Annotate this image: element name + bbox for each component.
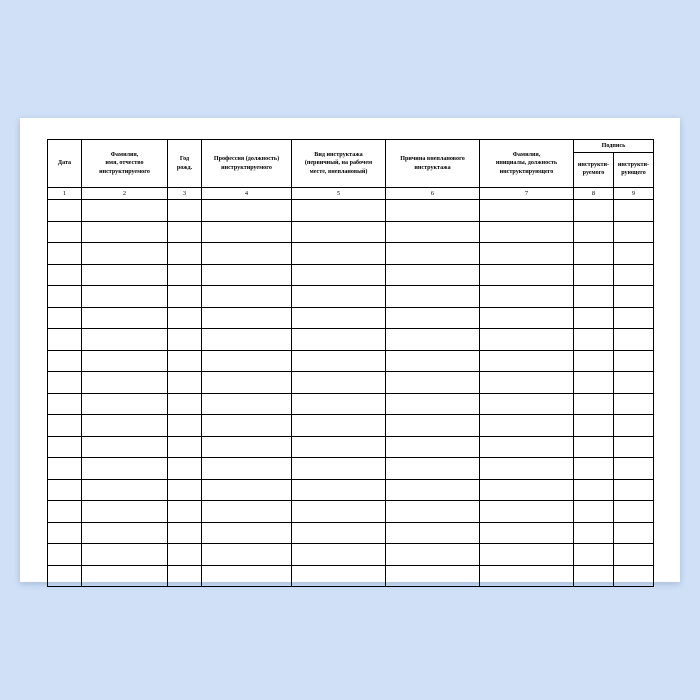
table-cell[interactable] bbox=[168, 565, 202, 587]
table-cell[interactable] bbox=[614, 458, 654, 480]
table-cell[interactable] bbox=[202, 565, 292, 587]
table-cell[interactable] bbox=[82, 350, 168, 372]
table-cell[interactable] bbox=[614, 264, 654, 286]
table-cell[interactable] bbox=[574, 286, 614, 308]
table-cell[interactable] bbox=[292, 243, 386, 265]
table-cell[interactable] bbox=[202, 544, 292, 566]
table-cell[interactable] bbox=[480, 221, 574, 243]
table-cell[interactable] bbox=[82, 200, 168, 222]
table-cell[interactable] bbox=[480, 307, 574, 329]
table-cell[interactable] bbox=[82, 479, 168, 501]
table-cell[interactable] bbox=[82, 415, 168, 437]
table-row[interactable] bbox=[48, 544, 654, 566]
table-cell[interactable] bbox=[168, 264, 202, 286]
table-cell[interactable] bbox=[168, 415, 202, 437]
table-cell[interactable] bbox=[574, 436, 614, 458]
table-row[interactable] bbox=[48, 329, 654, 351]
column-number-cell: 3 bbox=[168, 188, 202, 200]
table-row[interactable] bbox=[48, 221, 654, 243]
table-cell[interactable] bbox=[82, 286, 168, 308]
table-cell[interactable] bbox=[48, 286, 82, 308]
column-number-cell: 1 bbox=[48, 188, 82, 200]
table-row[interactable] bbox=[48, 565, 654, 587]
table-cell[interactable] bbox=[48, 200, 82, 222]
column-number-cell: 2 bbox=[82, 188, 168, 200]
table-cell[interactable] bbox=[386, 329, 480, 351]
table-header-row bbox=[48, 140, 654, 153]
table-cell[interactable] bbox=[614, 522, 654, 544]
table-cell[interactable] bbox=[614, 243, 654, 265]
table-cell[interactable] bbox=[480, 479, 574, 501]
table-cell[interactable] bbox=[202, 479, 292, 501]
table-cell[interactable] bbox=[614, 329, 654, 351]
table-cell[interactable] bbox=[386, 372, 480, 394]
table-cell[interactable] bbox=[386, 243, 480, 265]
table-cell[interactable] bbox=[386, 264, 480, 286]
table-cell[interactable] bbox=[82, 329, 168, 351]
table-cell[interactable] bbox=[292, 307, 386, 329]
table-cell[interactable] bbox=[386, 565, 480, 587]
table-cell[interactable] bbox=[168, 372, 202, 394]
table-cell[interactable] bbox=[168, 286, 202, 308]
table-row[interactable] bbox=[48, 307, 654, 329]
table-cell[interactable] bbox=[202, 329, 292, 351]
table-cell[interactable] bbox=[574, 329, 614, 351]
table-cell[interactable] bbox=[292, 501, 386, 523]
table-cell[interactable] bbox=[202, 200, 292, 222]
table-cell[interactable] bbox=[292, 479, 386, 501]
table-cell[interactable] bbox=[574, 522, 614, 544]
table-row[interactable] bbox=[48, 501, 654, 523]
briefing-journal-table bbox=[47, 139, 654, 587]
table-cell[interactable] bbox=[480, 264, 574, 286]
table-cell[interactable] bbox=[574, 501, 614, 523]
table-cell[interactable] bbox=[82, 522, 168, 544]
column-number-row bbox=[48, 188, 654, 200]
table-cell[interactable] bbox=[480, 565, 574, 587]
table-cell[interactable] bbox=[614, 415, 654, 437]
table-cell[interactable] bbox=[48, 372, 82, 394]
table-cell[interactable] bbox=[574, 479, 614, 501]
header-date: Дата bbox=[48, 140, 82, 188]
table-row[interactable] bbox=[48, 436, 654, 458]
table-cell[interactable] bbox=[386, 522, 480, 544]
column-number-cell: 7 bbox=[480, 188, 574, 200]
table-cell[interactable] bbox=[292, 544, 386, 566]
table-row[interactable] bbox=[48, 458, 654, 480]
column-number-cell: 5 bbox=[292, 188, 386, 200]
table-cell[interactable] bbox=[574, 264, 614, 286]
table-cell[interactable] bbox=[614, 221, 654, 243]
table-cell[interactable] bbox=[480, 436, 574, 458]
table-cell[interactable] bbox=[82, 221, 168, 243]
table-cell[interactable] bbox=[292, 200, 386, 222]
table-cell[interactable] bbox=[82, 544, 168, 566]
table-cell[interactable] bbox=[480, 372, 574, 394]
table-cell[interactable] bbox=[386, 307, 480, 329]
table-cell[interactable] bbox=[48, 544, 82, 566]
table-cell[interactable] bbox=[292, 565, 386, 587]
table-row[interactable] bbox=[48, 372, 654, 394]
table-cell[interactable] bbox=[614, 350, 654, 372]
table-cell[interactable] bbox=[292, 393, 386, 415]
document-page bbox=[20, 118, 680, 582]
header-signature-instructed: инструкти- руемого bbox=[574, 153, 614, 188]
table-cell[interactable] bbox=[202, 501, 292, 523]
table-cell[interactable] bbox=[386, 221, 480, 243]
header-signature-instructor: инструкти- рующего bbox=[614, 153, 654, 188]
header-birth-year: Год рожд. bbox=[168, 140, 202, 188]
journal-table-body bbox=[48, 200, 654, 587]
table-cell[interactable] bbox=[480, 329, 574, 351]
table-cell[interactable] bbox=[202, 458, 292, 480]
table-cell[interactable] bbox=[168, 221, 202, 243]
table-cell[interactable] bbox=[202, 415, 292, 437]
table-cell[interactable] bbox=[292, 264, 386, 286]
table-cell[interactable] bbox=[48, 393, 82, 415]
table-cell[interactable] bbox=[168, 436, 202, 458]
header-reason: Причина внепланового инструктажа bbox=[386, 140, 480, 188]
table-cell[interactable] bbox=[168, 501, 202, 523]
table-cell[interactable] bbox=[202, 393, 292, 415]
table-cell[interactable] bbox=[202, 436, 292, 458]
table-cell[interactable] bbox=[202, 221, 292, 243]
table-cell[interactable] bbox=[168, 243, 202, 265]
table-cell[interactable] bbox=[386, 544, 480, 566]
table-cell[interactable] bbox=[202, 522, 292, 544]
table-cell[interactable] bbox=[574, 415, 614, 437]
table-cell[interactable] bbox=[574, 350, 614, 372]
column-number-cell: 8 bbox=[574, 188, 614, 200]
table-cell[interactable] bbox=[48, 479, 82, 501]
table-cell[interactable] bbox=[480, 458, 574, 480]
table-cell[interactable] bbox=[48, 415, 82, 437]
table-cell[interactable] bbox=[480, 544, 574, 566]
table-cell[interactable] bbox=[168, 350, 202, 372]
journal-table-container bbox=[47, 139, 653, 561]
table-row[interactable] bbox=[48, 415, 654, 437]
table-cell[interactable] bbox=[614, 544, 654, 566]
table-cell[interactable] bbox=[292, 329, 386, 351]
table-cell[interactable] bbox=[614, 286, 654, 308]
table-cell[interactable] bbox=[614, 501, 654, 523]
table-cell[interactable] bbox=[614, 393, 654, 415]
table-cell[interactable] bbox=[574, 544, 614, 566]
table-cell[interactable] bbox=[480, 243, 574, 265]
table-cell[interactable] bbox=[480, 286, 574, 308]
table-cell[interactable] bbox=[386, 415, 480, 437]
table-cell[interactable] bbox=[168, 307, 202, 329]
table-cell[interactable] bbox=[480, 501, 574, 523]
table-cell[interactable] bbox=[292, 458, 386, 480]
header-fio-instructor: Фамилия, инициалы, должность инструктирующего bbox=[480, 140, 574, 188]
table-cell[interactable] bbox=[82, 436, 168, 458]
table-cell[interactable] bbox=[386, 479, 480, 501]
column-number-cell: 9 bbox=[614, 188, 654, 200]
table-cell[interactable] bbox=[48, 350, 82, 372]
table-cell[interactable] bbox=[82, 565, 168, 587]
table-cell[interactable] bbox=[480, 350, 574, 372]
table-cell[interactable] bbox=[48, 501, 82, 523]
table-cell[interactable] bbox=[168, 522, 202, 544]
header-briefing-type: Вид инструктажа (первичный, на рабочем месте, внеплановый) bbox=[292, 140, 386, 188]
table-cell[interactable] bbox=[292, 436, 386, 458]
table-cell[interactable] bbox=[202, 307, 292, 329]
table-cell[interactable] bbox=[168, 544, 202, 566]
table-cell[interactable] bbox=[82, 372, 168, 394]
table-cell[interactable] bbox=[48, 243, 82, 265]
table-cell[interactable] bbox=[202, 243, 292, 265]
table-cell[interactable] bbox=[574, 200, 614, 222]
table-row[interactable] bbox=[48, 522, 654, 544]
table-cell[interactable] bbox=[386, 501, 480, 523]
table-cell[interactable] bbox=[202, 372, 292, 394]
table-cell[interactable] bbox=[480, 393, 574, 415]
table-cell[interactable] bbox=[292, 350, 386, 372]
table-row[interactable] bbox=[48, 286, 654, 308]
table-cell[interactable] bbox=[614, 436, 654, 458]
table-cell[interactable] bbox=[292, 372, 386, 394]
table-cell[interactable] bbox=[82, 307, 168, 329]
table-cell[interactable] bbox=[386, 393, 480, 415]
table-cell[interactable] bbox=[48, 436, 82, 458]
table-cell[interactable] bbox=[614, 200, 654, 222]
table-row[interactable] bbox=[48, 264, 654, 286]
table-cell[interactable] bbox=[48, 458, 82, 480]
table-cell[interactable] bbox=[574, 393, 614, 415]
table-cell[interactable] bbox=[82, 243, 168, 265]
table-row[interactable] bbox=[48, 243, 654, 265]
table-cell[interactable] bbox=[82, 393, 168, 415]
table-cell[interactable] bbox=[168, 479, 202, 501]
table-cell[interactable] bbox=[202, 264, 292, 286]
table-cell[interactable] bbox=[480, 522, 574, 544]
table-cell[interactable] bbox=[574, 307, 614, 329]
table-cell[interactable] bbox=[48, 522, 82, 544]
table-cell[interactable] bbox=[574, 372, 614, 394]
table-cell[interactable] bbox=[48, 264, 82, 286]
table-cell[interactable] bbox=[48, 221, 82, 243]
column-number-cell: 6 bbox=[386, 188, 480, 200]
table-cell[interactable] bbox=[614, 307, 654, 329]
table-cell[interactable] bbox=[574, 221, 614, 243]
table-cell[interactable] bbox=[292, 221, 386, 243]
column-number-cell: 4 bbox=[202, 188, 292, 200]
table-cell[interactable] bbox=[574, 565, 614, 587]
table-cell[interactable] bbox=[168, 329, 202, 351]
table-cell[interactable] bbox=[48, 307, 82, 329]
table-row[interactable] bbox=[48, 479, 654, 501]
table-cell[interactable] bbox=[48, 329, 82, 351]
table-cell[interactable] bbox=[386, 458, 480, 480]
table-cell[interactable] bbox=[386, 350, 480, 372]
header-profession: Профессия (должность) инструктируемого bbox=[202, 140, 292, 188]
table-cell[interactable] bbox=[614, 372, 654, 394]
table-row[interactable] bbox=[48, 350, 654, 372]
table-cell[interactable] bbox=[292, 286, 386, 308]
table-cell[interactable] bbox=[292, 522, 386, 544]
table-cell[interactable] bbox=[82, 264, 168, 286]
table-cell[interactable] bbox=[574, 243, 614, 265]
table-cell[interactable] bbox=[480, 415, 574, 437]
table-cell[interactable] bbox=[168, 458, 202, 480]
table-cell[interactable] bbox=[202, 350, 292, 372]
table-cell[interactable] bbox=[82, 458, 168, 480]
table-cell[interactable] bbox=[202, 286, 292, 308]
table-cell[interactable] bbox=[574, 458, 614, 480]
table-cell[interactable] bbox=[480, 200, 574, 222]
header-signature-group: Подпись bbox=[574, 140, 654, 153]
table-cell[interactable] bbox=[614, 479, 654, 501]
table-cell[interactable] bbox=[168, 200, 202, 222]
table-cell[interactable] bbox=[292, 415, 386, 437]
table-cell[interactable] bbox=[386, 200, 480, 222]
table-row[interactable] bbox=[48, 393, 654, 415]
header-fio-instructed: Фамилия, имя, отчество инструктируемого bbox=[82, 140, 168, 188]
table-cell[interactable] bbox=[386, 286, 480, 308]
table-row[interactable] bbox=[48, 200, 654, 222]
table-cell[interactable] bbox=[48, 565, 82, 587]
table-cell[interactable] bbox=[82, 501, 168, 523]
table-cell[interactable] bbox=[168, 393, 202, 415]
table-cell[interactable] bbox=[386, 436, 480, 458]
table-cell[interactable] bbox=[614, 565, 654, 587]
